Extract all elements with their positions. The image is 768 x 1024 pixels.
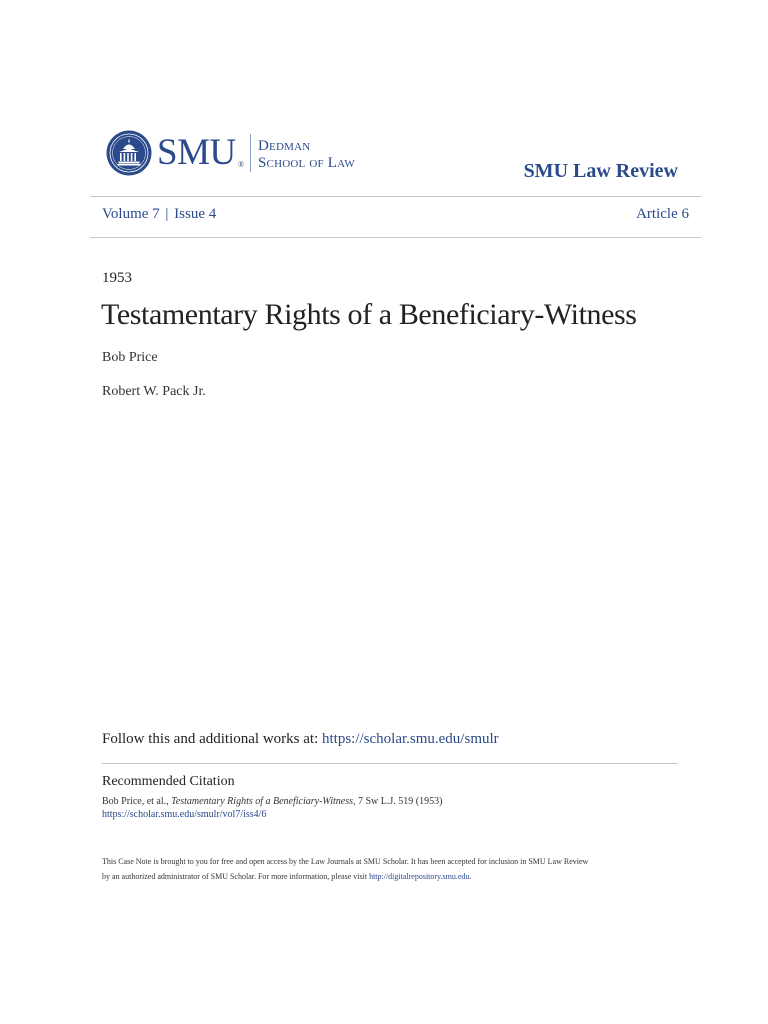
citation-url-container bbox=[102, 809, 266, 820]
logo-school-line-2: School of Law bbox=[258, 155, 355, 171]
citation-heading: Recommended Citation bbox=[102, 774, 235, 789]
header-divider bbox=[90, 196, 701, 197]
logo-registered-mark: ® bbox=[238, 160, 245, 169]
citation-title: Testamentary Rights of a Beneficiary-Witness bbox=[171, 796, 353, 807]
footer-notice-suffix: . bbox=[469, 872, 472, 881]
footer-notice-line-1: This Case Note is brought to you for free and open access by the Law Journals at SMU Scholar. It has been accepted for inclusion in SMU Law Review bbox=[102, 857, 589, 866]
follow-url-link[interactable]: https://scholar.smu.edu/smulr bbox=[321, 731, 499, 747]
breadcrumb-separator: | bbox=[165, 206, 169, 222]
author-name: Robert W. Pack Jr. bbox=[102, 384, 206, 399]
logo-divider bbox=[250, 134, 251, 172]
citation-authors: Bob Price, et al., bbox=[102, 796, 172, 807]
university-seal-icon bbox=[106, 130, 152, 176]
issue-divider bbox=[90, 237, 701, 238]
issue-breadcrumb bbox=[102, 206, 216, 223]
journal-title[interactable]: SMU Law Review bbox=[523, 160, 678, 182]
citation-url-link[interactable]: https://scholar.smu.edu/smulr/vol7/iss4/6 bbox=[102, 809, 267, 820]
logo-school-line-1: Dedman bbox=[258, 138, 311, 154]
citation-divider bbox=[102, 763, 678, 764]
footer-notice-prefix: by an authorized administrator of SMU Scholar. For more information, please visit bbox=[102, 872, 370, 881]
footer-notice-line-2 bbox=[102, 872, 471, 881]
follow-label: Follow this and additional works at: bbox=[102, 731, 322, 747]
publication-year: 1953 bbox=[102, 270, 132, 286]
repository-link[interactable]: http://digitalrepository.smu.edu bbox=[369, 872, 470, 881]
article-title: Testamentary Rights of a Beneficiary-Witness bbox=[101, 298, 637, 331]
follow-line bbox=[102, 731, 499, 748]
issue-link[interactable]: Issue 4 bbox=[174, 206, 217, 222]
logo-wordmark: SMU bbox=[157, 132, 236, 173]
citation-text bbox=[102, 796, 442, 807]
volume-link[interactable]: Volume 7 bbox=[102, 206, 160, 222]
citation-source: , 7 Sw L.J. 519 (1953) bbox=[353, 796, 443, 807]
article-link[interactable]: Article 6 bbox=[636, 206, 689, 222]
author-name: Bob Price bbox=[102, 350, 158, 365]
